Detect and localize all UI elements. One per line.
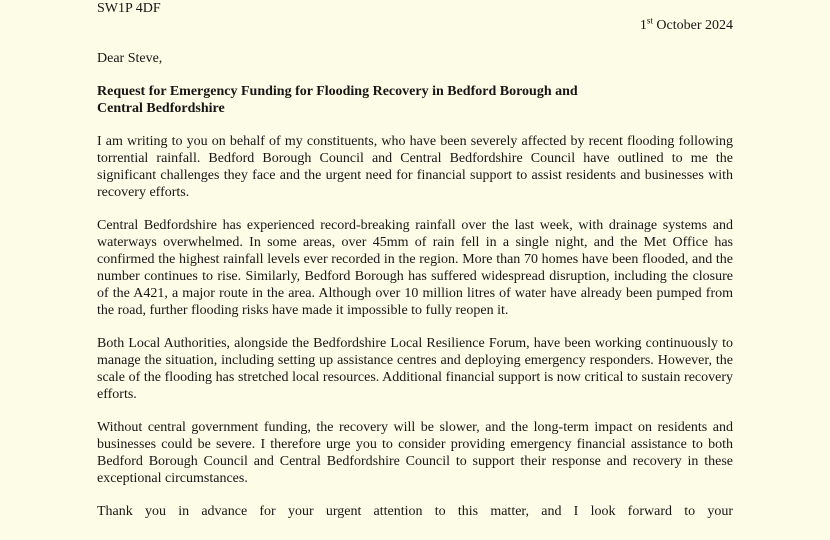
paragraph-intro: I am writing to you on behalf of my constituents, who have been severely affected by recent flooding following torrential rainfall. Bedford Borough Council and Central Bedfordshire Council have outlined to me the significant challenges they face and the urgent need for financial support to assist residents and businesses with recovery efforts. (97, 134, 733, 200)
sender-address-line: SW1P 4DF (97, 1, 161, 16)
paragraph-funding-request: Without central government funding, the recovery will be slower, and the long-term impact on residents and businesses could be severe. I therefore urge you to consider providing emergency financial assistance to both Bedford Borough Council and Central Bedfordshire Council to support their response and recovery in these exceptional circumstances. (97, 420, 733, 486)
letter-date (97, 17, 733, 34)
subject-heading (97, 83, 733, 117)
subject-heading-line-2: Central Bedfordshire (97, 101, 225, 116)
paragraph-closing-partial: Thank you in advance for your urgent attention to this matter, and I look forward to your (97, 504, 733, 519)
paragraph-rainfall-impact: Central Bedfordshire has experienced record-breaking rainfall over the last week, with drainage systems and waterways overwhelmed. In some areas, over 45mm of rain fell in a single night, and the Met Office has confirmed the highest rainfall levels ever recorded in the region. More than 70 homes have been flooded, and the number continues to rise. Similarly, Bedford Borough has suffered widespread disruption, including the closure of the A421, a major route in the area. Although over 10 million litres of water have already been pumped from the road, further flooding risks have made it impossible to fully reopen it. (97, 218, 733, 318)
date-month-year: October 2024 (652, 18, 733, 33)
subject-heading-line-1: Request for Emergency Funding for Flooding Recovery in Bedford Borough and (97, 84, 578, 99)
date-day: 1 (639, 18, 647, 33)
salutation: Dear Steve, (97, 51, 163, 66)
date-ordinal-suffix: st (646, 15, 653, 26)
paragraph-local-authorities: Both Local Authorities, alongside the Bedfordshire Local Resilience Forum, have been working continuously to manage the situation, including setting up assistance centres and deploying emergency responders. However, the scale of the flooding has stretched local resources. Additional financial support is now critical to sustain recovery efforts. (97, 336, 733, 402)
